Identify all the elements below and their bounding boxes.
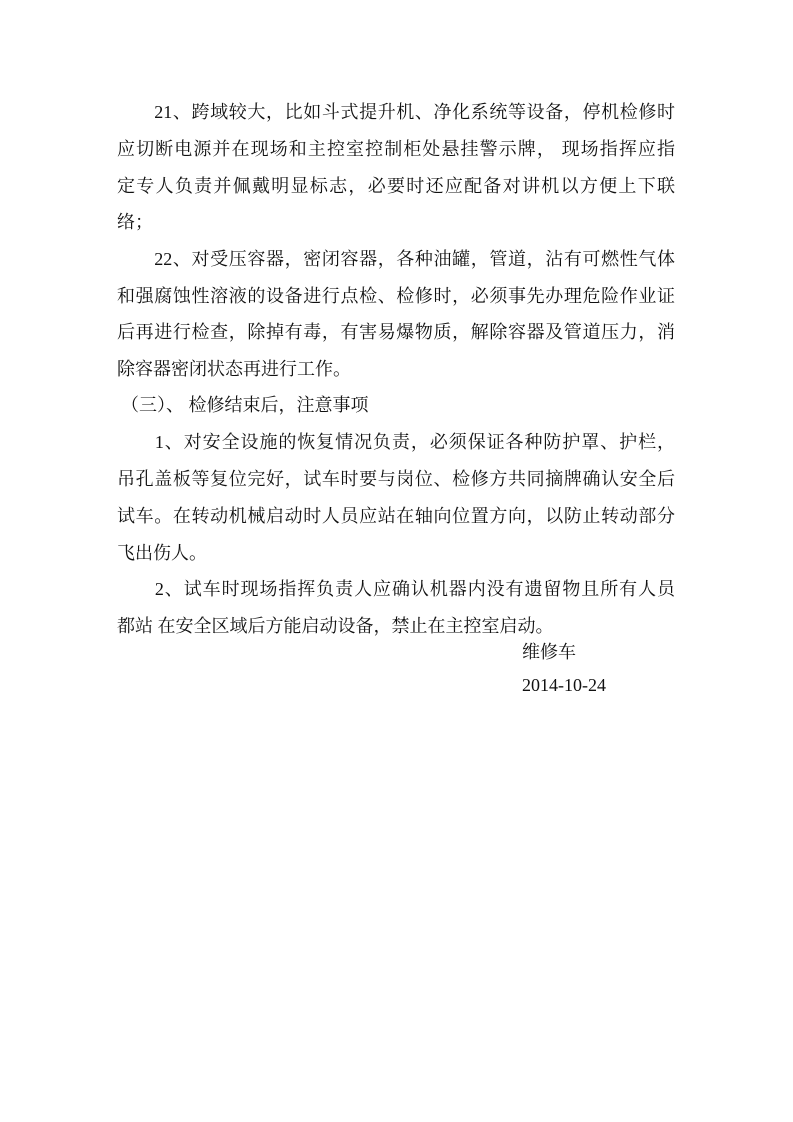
paragraph-2-line: 2、试车时现场指挥负责人应确认机器内没有遗留物且所有人员 xyxy=(117,579,675,599)
paragraph-1-line: 试车。在转动机械启动时人员应站在轴向位置方向，以防止转动部分 xyxy=(117,506,675,526)
paragraph-1-line: 1、对安全设施的恢复情况负责，必须保证各种防护罩、护栏， xyxy=(117,432,675,452)
paragraph-22-line: 22、对受压容器，密闭容器，各种油罐，管道，沾有可燃性气体 xyxy=(117,249,675,269)
paragraph-21-line: 应切断电源并在现场和主控室控制柜处悬挂警示牌， 现场指挥应指 xyxy=(117,139,675,159)
paragraph-21-line: 定专人负责并佩戴明显标志，必要时还应配备对讲机以方便上下联 xyxy=(117,176,675,196)
paragraph-1-line: 吊孔盖板等复位完好，试车时要与岗位、检修方共同摘牌确认安全后 xyxy=(117,469,675,489)
paragraph-22-line: 和强腐蚀性溶液的设备进行点检、检修时，必须事先办理危险作业证 xyxy=(117,286,675,306)
paragraph-21-line: 络； xyxy=(117,212,153,232)
signature-department: 维修车 xyxy=(522,642,576,662)
signature-date: 2014-10-24 xyxy=(522,675,606,695)
paragraph-22-line: 后再进行检查，除掉有毒，有害易爆物质，解除容器及管道压力，消 xyxy=(117,322,675,342)
paragraph-2-line: 都站 在安全区域后方能启动设备，禁止在主控室启动。 xyxy=(117,616,554,636)
paragraph-21-line: 21、跨域较大，比如斗式提升机、净化系统等设备，停机检修时 xyxy=(117,102,675,122)
paragraph-22-line: 除容器密闭状态再进行工作。 xyxy=(117,359,351,379)
section-heading: （三）、 检修结束后，注意事项 xyxy=(121,395,369,415)
paragraph-1-line: 飞出伤人。 xyxy=(117,543,207,563)
